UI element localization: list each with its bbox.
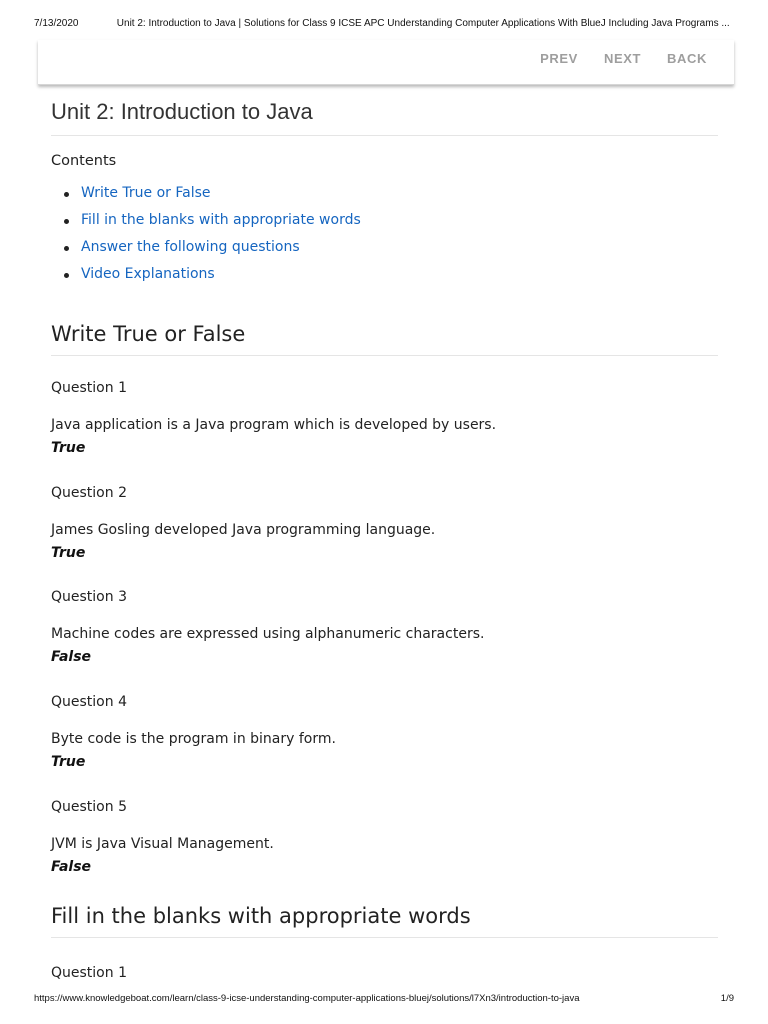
question-answer: False (51, 859, 92, 875)
question-text: James Gosling developed Java programming language. (51, 522, 436, 538)
question-label: Question 1 (51, 380, 127, 396)
contents-label: Contents (51, 153, 117, 169)
question-answer: True (51, 545, 86, 561)
print-url: https://www.knowledgeboat.com/learn/class-9-icse-understanding-computer-applications-bluej/solutions/l7Xn3/introduction-to-java (34, 993, 580, 1004)
prev-button[interactable]: PREV (540, 51, 578, 66)
print-header (34, 18, 734, 29)
next-button[interactable]: NEXT (603, 51, 642, 66)
toc-link-answer-questions[interactable]: Answer the following questions (81, 239, 300, 255)
question-text: Machine codes are expressed using alphanumeric characters. (51, 626, 485, 642)
toc-link-video-explanations[interactable]: Video Explanations (81, 266, 215, 282)
toc-item (51, 185, 718, 212)
section-heading-true-false: Write True or False (51, 322, 718, 356)
question-text: JVM is Java Visual Management. (51, 836, 274, 852)
toc-item (51, 266, 718, 293)
question-label: Question 2 (51, 485, 127, 501)
section-heading-fill-blanks: Fill in the blanks with appropriate words (51, 904, 718, 938)
question-label: Question 5 (51, 799, 127, 815)
question-text: Byte code is the program in binary form. (51, 731, 336, 747)
question-answer: True (51, 754, 86, 770)
question-label: Question 3 (51, 589, 127, 605)
question-answer: True (51, 440, 86, 456)
question-answer: False (51, 649, 92, 665)
print-footer (34, 993, 734, 1004)
toc-item (51, 239, 718, 266)
question-text: Java application is a Java program which is developed by users. (51, 417, 497, 433)
main-content (51, 90, 718, 293)
table-of-contents (51, 185, 718, 293)
question-label: Question 1 (51, 965, 127, 981)
toc-link-write-true-or-false[interactable]: Write True or False (81, 185, 211, 201)
question-label: Question 4 (51, 694, 127, 710)
nav-actions (540, 51, 707, 66)
nav-bar (38, 40, 734, 85)
toc-item (51, 212, 718, 239)
print-document-title: Unit 2: Introduction to Java | Solutions for Class 9 ICSE APC Understanding Computer Applications With BlueJ Including Java Programs ... (116, 18, 730, 29)
print-page-number: 1/9 (720, 993, 734, 1004)
toc-link-fill-in-the-blanks[interactable]: Fill in the blanks with appropriate words (81, 212, 361, 228)
back-button[interactable]: BACK (667, 51, 707, 66)
print-date: 7/13/2020 (34, 18, 79, 29)
page-title: Unit 2: Introduction to Java (51, 99, 718, 136)
